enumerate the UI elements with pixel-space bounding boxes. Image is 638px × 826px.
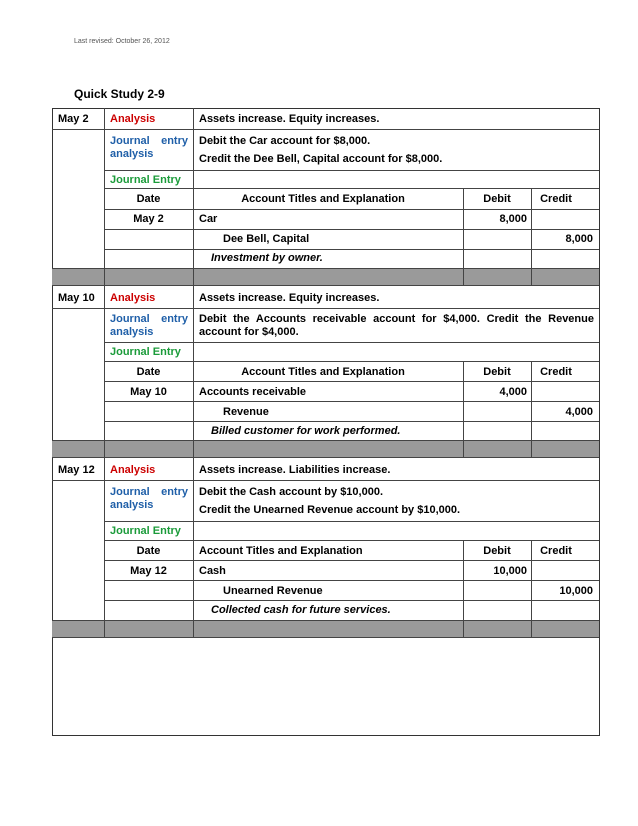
debit-header: Debit bbox=[483, 193, 511, 205]
row-divider bbox=[52, 457, 599, 458]
credit-amount: 10,000 bbox=[559, 585, 593, 597]
account-titles-header: Account Titles and Explanation bbox=[199, 545, 363, 557]
section-date: May 12 bbox=[58, 464, 95, 476]
last-revised-note: Last revised: October 26, 2012 bbox=[74, 38, 170, 45]
journal-entry-analysis-label: Journal entry analysis bbox=[110, 313, 188, 338]
analysis-text: Assets increase. Equity increases. bbox=[199, 113, 380, 125]
row-divider bbox=[52, 480, 599, 481]
row-divider bbox=[52, 637, 599, 638]
row-divider bbox=[104, 209, 599, 210]
section-date: May 10 bbox=[58, 292, 95, 304]
credit-amount: 8,000 bbox=[565, 233, 593, 245]
analysis-text: Assets increase. Liabilities increase. bbox=[199, 464, 391, 476]
entry-date: May 2 bbox=[133, 213, 164, 225]
separator-row bbox=[52, 440, 599, 457]
credit-amount: 4,000 bbox=[565, 406, 593, 418]
page-title: Quick Study 2-9 bbox=[74, 87, 165, 101]
row-divider bbox=[104, 249, 599, 250]
debit-header: Debit bbox=[483, 366, 511, 378]
credit-header: Credit bbox=[540, 545, 572, 557]
entry-date: May 12 bbox=[130, 565, 167, 577]
row-divider bbox=[52, 620, 599, 621]
entry-explanation: Billed customer for work performed. bbox=[211, 425, 401, 437]
entry-explanation: Investment by owner. bbox=[211, 252, 323, 264]
row-divider bbox=[104, 401, 599, 402]
journal-entry-analysis-line: Debit the Car account for $8,000. bbox=[199, 135, 371, 147]
date-header: Date bbox=[136, 545, 161, 557]
row-divider bbox=[52, 440, 599, 441]
analysis-label: Analysis bbox=[110, 292, 156, 304]
journal-entry-label: Journal Entry bbox=[110, 346, 181, 358]
analysis-text: Assets increase. Equity increases. bbox=[199, 292, 380, 304]
debit-account: Cash bbox=[199, 565, 226, 577]
row-divider bbox=[104, 381, 599, 382]
row-divider bbox=[104, 580, 599, 581]
row-divider bbox=[104, 342, 599, 343]
debit-account: Accounts receivable bbox=[199, 386, 306, 398]
analysis-label: Analysis bbox=[110, 113, 156, 125]
journal-entry-analysis-line: Credit the Unearned Revenue account by $10,000. bbox=[199, 504, 461, 516]
journal-entry-analysis-label: Journal entry analysis bbox=[110, 135, 188, 160]
row-divider bbox=[104, 560, 599, 561]
row-divider bbox=[104, 600, 599, 601]
row-divider bbox=[52, 308, 599, 309]
credit-account: Dee Bell, Capital bbox=[223, 233, 310, 245]
row-divider bbox=[104, 188, 599, 189]
separator-row bbox=[52, 268, 599, 285]
row-divider bbox=[52, 268, 599, 269]
row-divider bbox=[104, 170, 599, 171]
row-divider bbox=[104, 540, 599, 541]
analysis-label: Analysis bbox=[110, 464, 156, 476]
credit-account: Unearned Revenue bbox=[223, 585, 323, 597]
entry-explanation: Collected cash for future services. bbox=[211, 604, 391, 616]
row-divider bbox=[52, 285, 599, 286]
credit-header: Credit bbox=[540, 366, 572, 378]
separator-row bbox=[52, 620, 599, 637]
credit-header: Credit bbox=[540, 193, 572, 205]
account-titles-header: Account Titles and Explanation bbox=[241, 193, 405, 205]
debit-amount: 10,000 bbox=[493, 565, 527, 577]
debit-amount: 4,000 bbox=[499, 386, 527, 398]
credit-account: Revenue bbox=[223, 406, 269, 418]
journal-entry-analysis-line: Debit the Cash account by $10,000. bbox=[199, 486, 384, 498]
debit-amount: 8,000 bbox=[499, 213, 527, 225]
journal-entry-analysis-line: Credit the Dee Bell, Capital account for $8,000. bbox=[199, 153, 443, 165]
entry-date: May 10 bbox=[130, 386, 167, 398]
row-divider bbox=[104, 521, 599, 522]
journal-entry-label: Journal Entry bbox=[110, 174, 181, 186]
journal-entry-analysis-text: Debit the Accounts receivable account for $4,000. Credit the Revenue account for $4,000. bbox=[199, 313, 594, 338]
debit-header: Debit bbox=[483, 545, 511, 557]
section-date: May 2 bbox=[58, 113, 89, 125]
row-divider bbox=[104, 421, 599, 422]
row-divider bbox=[104, 229, 599, 230]
journal-entry-label: Journal Entry bbox=[110, 525, 181, 537]
journal-entry-analysis-label: Journal entry analysis bbox=[110, 486, 188, 511]
date-header: Date bbox=[136, 193, 161, 205]
date-header: Date bbox=[136, 366, 161, 378]
debit-account: Car bbox=[199, 213, 218, 225]
row-divider bbox=[52, 129, 599, 130]
account-titles-header: Account Titles and Explanation bbox=[241, 366, 405, 378]
row-divider bbox=[104, 361, 599, 362]
